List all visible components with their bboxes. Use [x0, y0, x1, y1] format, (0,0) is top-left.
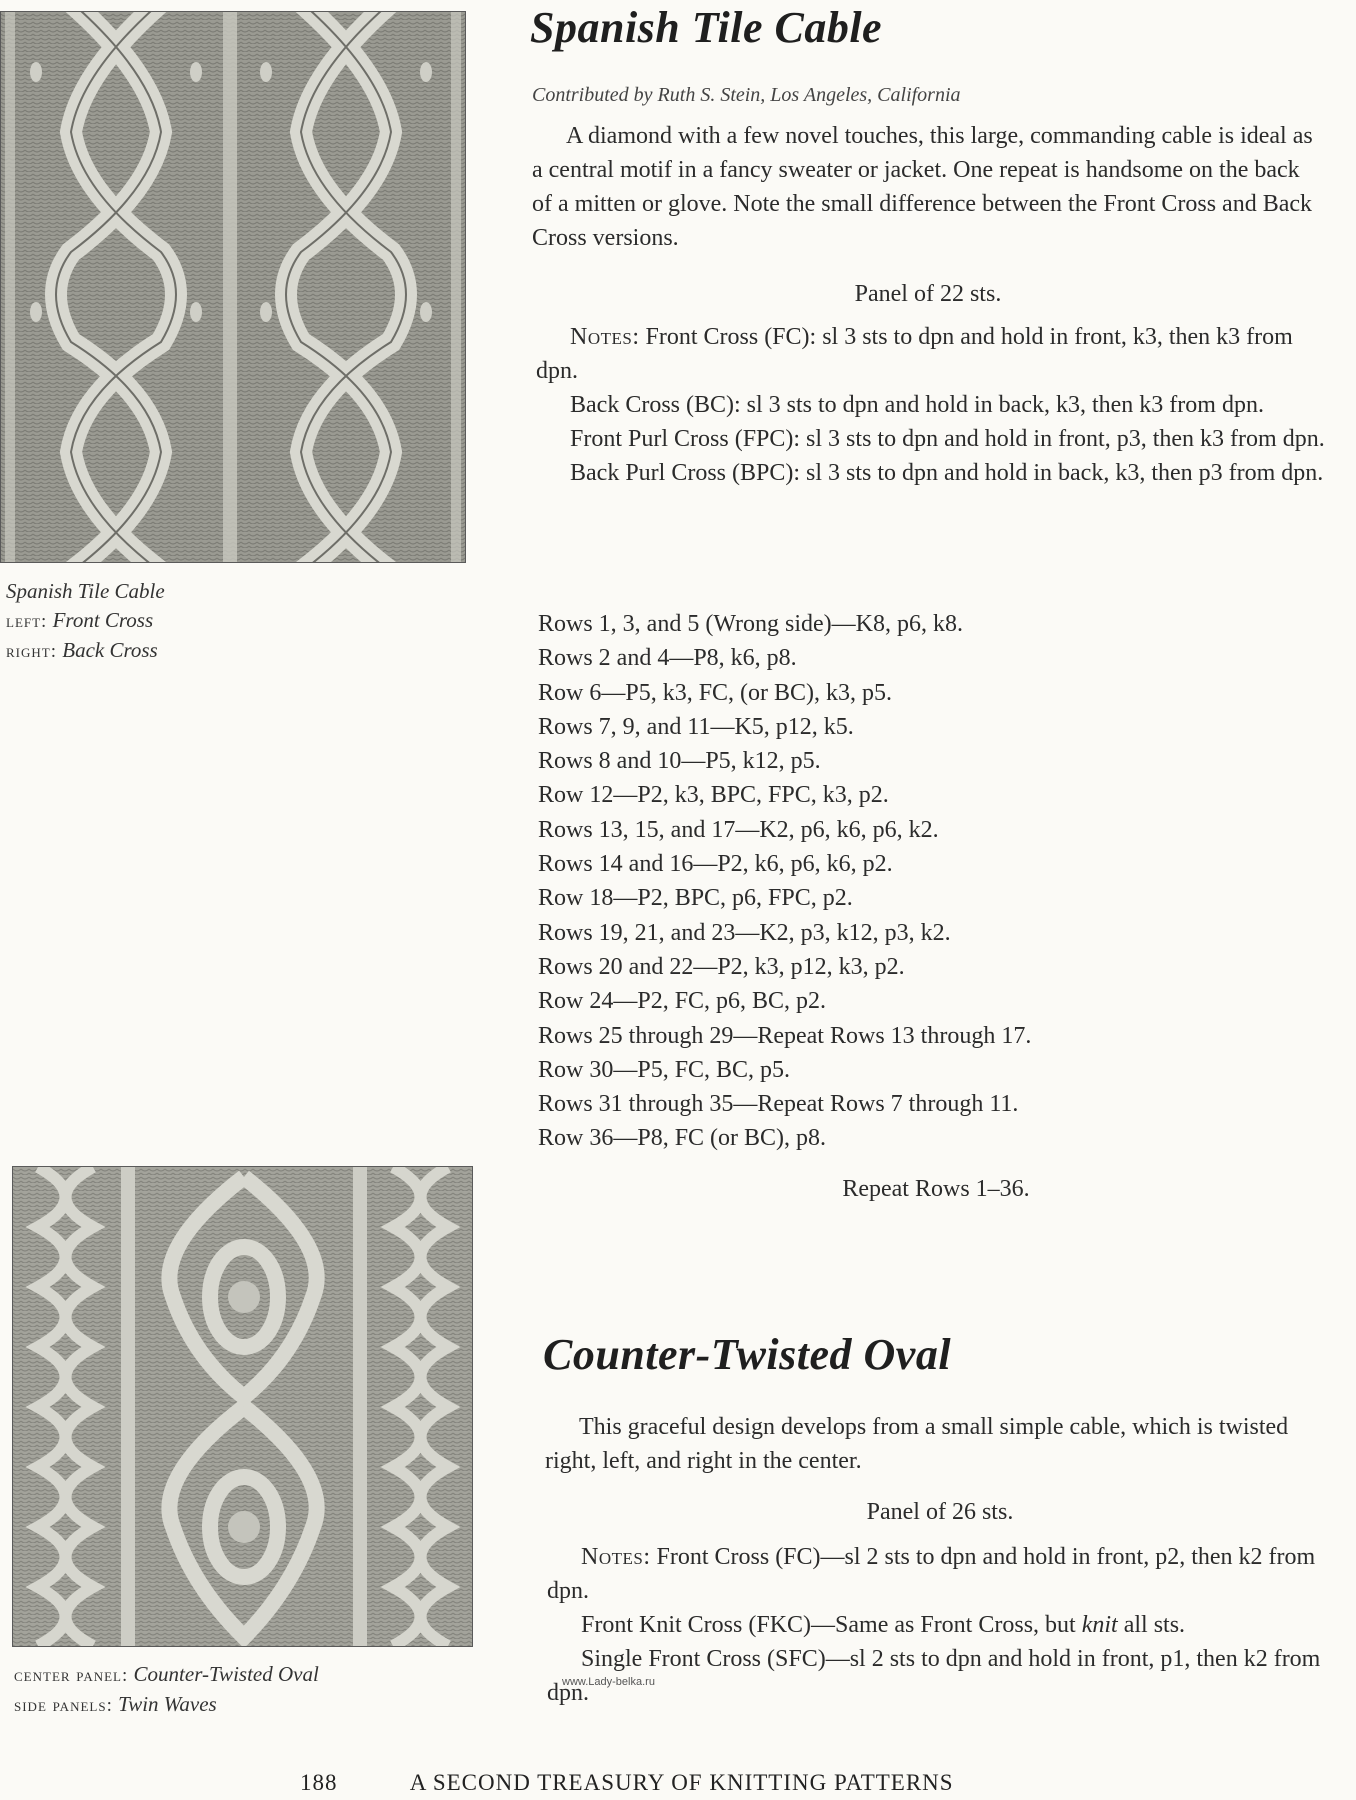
center-panel-label: center panel: — [14, 1665, 129, 1686]
row-instruction: Rows 13, 15, and 17—K2, p6, k6, p6, k2. — [538, 816, 939, 843]
row-instruction: Rows 7, 9, and 11—K5, p12, k5. — [538, 713, 854, 740]
right-label: right: — [6, 641, 57, 662]
section1-title: Spanish Tile Cable — [530, 3, 883, 52]
figure2-caption — [14, 1660, 319, 1720]
counter-twisted-oval-photo — [12, 1166, 473, 1647]
row-instruction: Rows 19, 21, and 23—K2, p3, k12, p3, k2. — [538, 919, 951, 946]
note-fkc-emphasis: knit — [1081, 1612, 1118, 1638]
note-back-purl-cross: Back Purl Cross (BPC): sl 3 sts to dpn and hold in back, k3, then p3 from dpn. — [570, 460, 1324, 486]
note-back-cross: Back Cross (BC): sl 3 sts to dpn and hold in back, k3, then k3 from dpn. — [570, 392, 1264, 418]
note-fkc-after: all sts. — [1117, 1612, 1186, 1638]
row-instruction: Rows 2 and 4—P8, k6, p8. — [538, 645, 797, 672]
row-instruction: Row 6—P5, k3, FC, (or BC), k3, p5. — [538, 679, 893, 706]
row-instruction: Row 30—P5, FC, BC, p5. — [538, 1056, 791, 1083]
row-instruction: Row 24—P2, FC, p6, BC, p2. — [538, 988, 827, 1015]
row-instruction: Row 12—P2, k3, BPC, FPC, k3, p2. — [538, 782, 889, 809]
note-front-cross-2-text: Front Cross (FC)—sl 2 sts to dpn and hold in front, p2, then k2 from dpn. — [547, 1544, 1316, 1604]
figure1-caption-title: Spanish Tile Cable — [6, 579, 165, 603]
figure1-caption — [6, 577, 165, 666]
page-footer — [300, 1770, 954, 1796]
page-number: 188 — [300, 1770, 338, 1795]
section2-notes — [547, 1540, 1337, 1710]
side-panels-label: side panels: — [14, 1695, 113, 1716]
notes-label-2: Notes: — [581, 1544, 651, 1570]
figure1-caption-right — [6, 636, 165, 666]
side-panels-value: Twin Waves — [118, 1692, 217, 1716]
row-instruction: Rows 20 and 22—P2, k3, p12, k3, p2. — [538, 953, 905, 980]
section2-title: Counter-Twisted Oval — [543, 1330, 952, 1379]
note-front-cross — [536, 320, 1328, 388]
note-front-cross-text: Front Cross (FC): sl 3 sts to dpn and hold in front, k3, then k3 from dpn. — [536, 324, 1293, 384]
row-instruction: Rows 14 and 16—P2, k6, p6, k6, p2. — [538, 851, 893, 878]
note-single-front-cross: Single Front Cross (SFC)—sl 2 sts to dpn and hold in front, p1, then k2 from dpn. — [547, 1646, 1321, 1706]
note-front-purl-cross: Front Purl Cross (FPC): sl 3 sts to dpn and hold in front, p3, then k3 from dpn. — [570, 426, 1325, 452]
note-front-knit-cross — [547, 1608, 1337, 1642]
left-label: left: — [6, 611, 48, 632]
watermark: www.Lady-belka.ru — [562, 1676, 655, 1688]
note-fkc-before: Front Knit Cross (FKC)—Same as Front Cross, but — [581, 1612, 1082, 1638]
book-title: A SECOND TREASURY OF KNITTING PATTERNS — [409, 1770, 954, 1795]
left-value: Front Cross — [52, 608, 154, 632]
figure2-caption-side — [14, 1690, 319, 1720]
row-instruction: Row 36—P8, FC (or BC), p8. — [538, 1125, 827, 1152]
figure1-caption-left — [6, 606, 165, 636]
section1-intro: A diamond with a few novel touches, this large, commanding cable is ideal as a central motif in a fancy sweater or jacket. One repeat is handsome on the back of a mitten or glove. Note the small difference between the Front Cross and Back Cross versions. — [532, 123, 1313, 251]
right-value: Back Cross — [62, 638, 158, 662]
note-front-cross-2 — [547, 1540, 1337, 1608]
section1-repeat: Repeat Rows 1–36. — [842, 1176, 1030, 1202]
figure2-caption-center — [14, 1660, 319, 1690]
row-instruction: Rows 8 and 10—P5, k12, p5. — [538, 748, 821, 775]
center-panel-value: Counter-Twisted Oval — [133, 1662, 319, 1686]
row-instruction: Rows 31 through 35—Repeat Rows 7 through 11. — [538, 1091, 1019, 1118]
section2-intro: This graceful design develops from a small simple cable, which is twisted right, left, and right in the center. — [545, 1414, 1289, 1474]
section1-panel: Panel of 22 sts. — [854, 281, 1002, 307]
notes-label: Notes: — [570, 324, 640, 350]
row-instruction: Rows 1, 3, and 5 (Wrong side)—K8, p6, k8. — [538, 611, 963, 637]
row-instruction: Rows 25 through 29—Repeat Rows 13 through 17. — [538, 1022, 1032, 1049]
section2-panel: Panel of 26 sts. — [866, 1499, 1014, 1525]
row-instruction: Row 18—P2, BPC, p6, FPC, p2. — [538, 885, 853, 912]
section1-contributor: Contributed by Ruth S. Stein, Los Angeles, California — [532, 84, 961, 106]
section1-notes — [536, 320, 1328, 490]
section1-rows — [538, 607, 1031, 1156]
spanish-tile-cable-photo — [0, 11, 466, 563]
